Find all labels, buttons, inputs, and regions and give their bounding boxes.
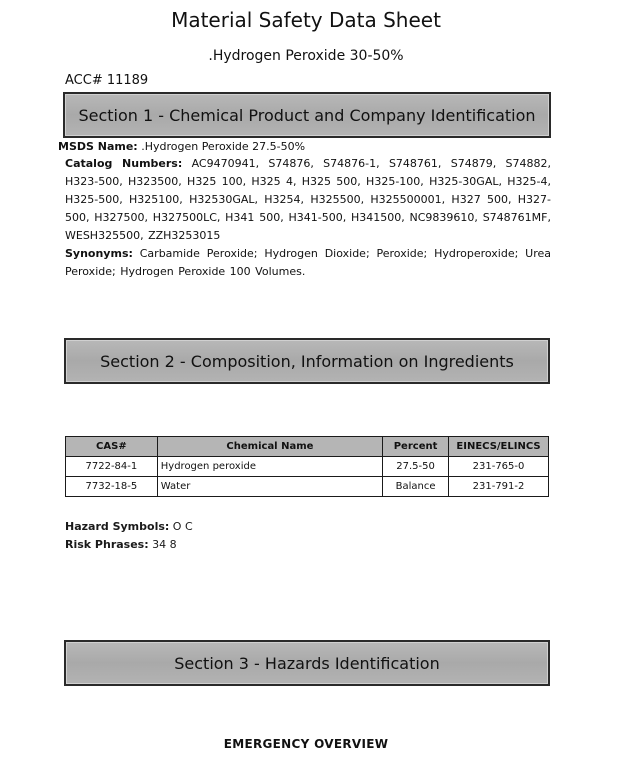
section-1-heading <box>63 92 551 138</box>
catalog-numbers-label: Catalog Numbers: <box>65 157 183 170</box>
msds-name-value: .Hydrogen Peroxide 27.5-50% <box>137 140 306 153</box>
synonyms <box>65 245 551 281</box>
table-header-row <box>66 437 549 457</box>
risk-phrases <box>65 536 193 554</box>
cell-chemical-name: Water <box>157 477 382 497</box>
cell-cas: 7732-18-5 <box>66 477 158 497</box>
section-2-heading <box>64 338 550 384</box>
cell-einecs: 231-765-0 <box>449 457 549 477</box>
section-2-heading-text: Section 2 - Composition, Information on Ingredients <box>100 351 514 371</box>
section-1-heading-text: Section 1 - Chemical Product and Company Identification <box>78 105 536 125</box>
section-3-heading-text: Section 3 - Hazards Identification <box>174 653 440 673</box>
catalog-numbers-value: AC9470941, S74876, S74876-1, S748761, S74879, S74882, H323-500, H323500, H325 100, H325 4, H325 500, H325-100, H325-30GAL, H325-4, H325-500, H325100, H32530GAL, H3254, H325500, H325500001, H327 500, H327-500, H327500, H327500LC, H341 500, H341-500, H341500, NC9839610, S748761MF, WESH325500, ZZH3253015 <box>65 157 551 242</box>
composition-table <box>65 436 549 497</box>
cell-chemical-name: Hydrogen peroxide <box>157 457 382 477</box>
catalog-and-synonyms <box>65 155 551 281</box>
msds-name <box>58 138 305 156</box>
cell-einecs: 231-791-2 <box>449 477 549 497</box>
synonyms-label: Synonyms: <box>65 247 133 260</box>
cell-percent: Balance <box>383 477 449 497</box>
hazard-symbols-label: Hazard Symbols: <box>65 520 170 533</box>
catalog-numbers <box>65 155 551 245</box>
msds-name-label: MSDS Name: <box>58 140 138 153</box>
header-cas: CAS# <box>66 437 158 457</box>
cell-cas: 7722-84-1 <box>66 457 158 477</box>
emergency-overview-heading: EMERGENCY OVERVIEW <box>223 737 389 751</box>
section-3-heading <box>64 640 550 686</box>
header-einecs: EINECS/ELINCS <box>449 437 549 457</box>
hazard-symbols-value: O C <box>169 520 193 533</box>
cell-percent: 27.5-50 <box>383 457 449 477</box>
header-chemical-name: Chemical Name <box>157 437 382 457</box>
hazard-symbols <box>65 518 193 536</box>
table-row <box>66 457 549 477</box>
header-percent: Percent <box>383 437 449 457</box>
risk-phrases-value: 34 8 <box>148 538 177 551</box>
acc-number: ACC# 11189 <box>65 73 149 88</box>
hazard-info <box>65 518 193 554</box>
risk-phrases-label: Risk Phrases: <box>65 538 149 551</box>
synonyms-value: Carbamide Peroxide; Hydrogen Dioxide; Peroxide; Hydroperoxide; Urea Peroxide; Hydrogen Peroxide 100 Volumes. <box>65 247 551 278</box>
document-title: Material Safety Data Sheet <box>171 8 441 32</box>
table-row <box>66 477 549 497</box>
document-subtitle: .Hydrogen Peroxide 30-50% <box>208 48 404 64</box>
